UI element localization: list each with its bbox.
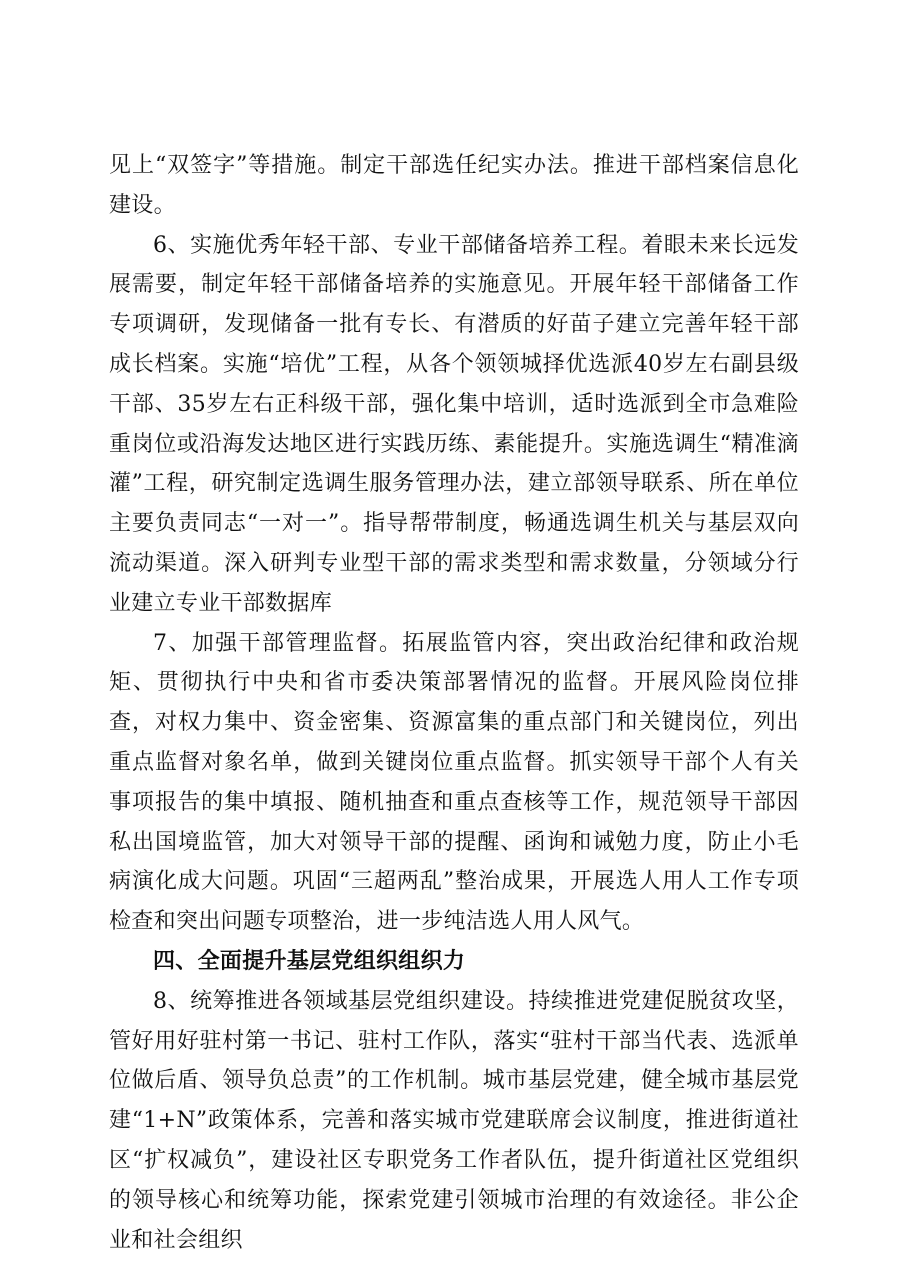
paragraph-7: 7、加强干部管理监督。拓展监管内容，突出政治纪律和政治规矩、贯彻执行中央和省市委决策部署情况的监督。开展风险岗位排查，对权力集中、资金密集、资源富集的重点部门和关键岗位，列出重点监督对象名单，做到关键岗位重点监督。抓实领导干部个人有关事项报告的集中填报、随机抽查和重点查核等工作，规范领导干部因私出国境监管，加大对领导干部的提醒、函询和诫勉力度，防止小毛病演化成大问题。巩固“三超两乱”整治成果，开展选人用人工作专项检查和突出问题专项整治，进一步纯洁选人用人风气。 — [109, 630, 799, 935]
document-body — [109, 146, 799, 1260]
paragraph-6: 6、实施优秀年轻干部、专业干部储备培养工程。着眼未来长远发展需要，制定年轻干部储备培养的实施意见。开展年轻干部储备工作专项调研，发现储备一批有专长、有潜质的好苗子建立完善年轻干部成长档案。实施“培优”工程，从各个领领城择优选派40岁左右副县级干部、35岁左右正科级干部，强化集中培训，适时选派到全市急难险重岗位或沿海发达地区进行实践历练、素能提升。实施选调生“精准滴灌”工程，研究制定选调生服务管理办法，建立部领导联系、所在单位主要负责同志“一对一”。指导帮带制度，畅通选调生机关与基层双向流动渠道。深入研判专业型干部的需求类型和需求数量，分领域分行业建立专业干部数据库 — [109, 232, 799, 616]
section-heading: 四、全面提升基层党组织组织力 — [153, 948, 466, 974]
paragraph-continuation: 见上“双签字”等措施。制定干部选任纪实办法。推进干部档案信息化建设。 — [109, 153, 799, 218]
paragraph-8: 8、统筹推进各领域基层党组织建设。持续推进党建促脱贫攻坚，管好用好驻村第一书记、驻村工作队，落实“驻村干部当代表、选派单位做后盾、领导负总责”的工作机制。城市基层党建，健全城市基层党建“1+N”政策体系，完善和落实城市党建联席会议制度，推进街道社区“扩权减负”，建设社区专职党务工作者队伍，提升街道社区党组织的领导核心和统筹功能，探索党建引领城市治理的有效途径。非公企业和社会组织 — [109, 988, 799, 1253]
